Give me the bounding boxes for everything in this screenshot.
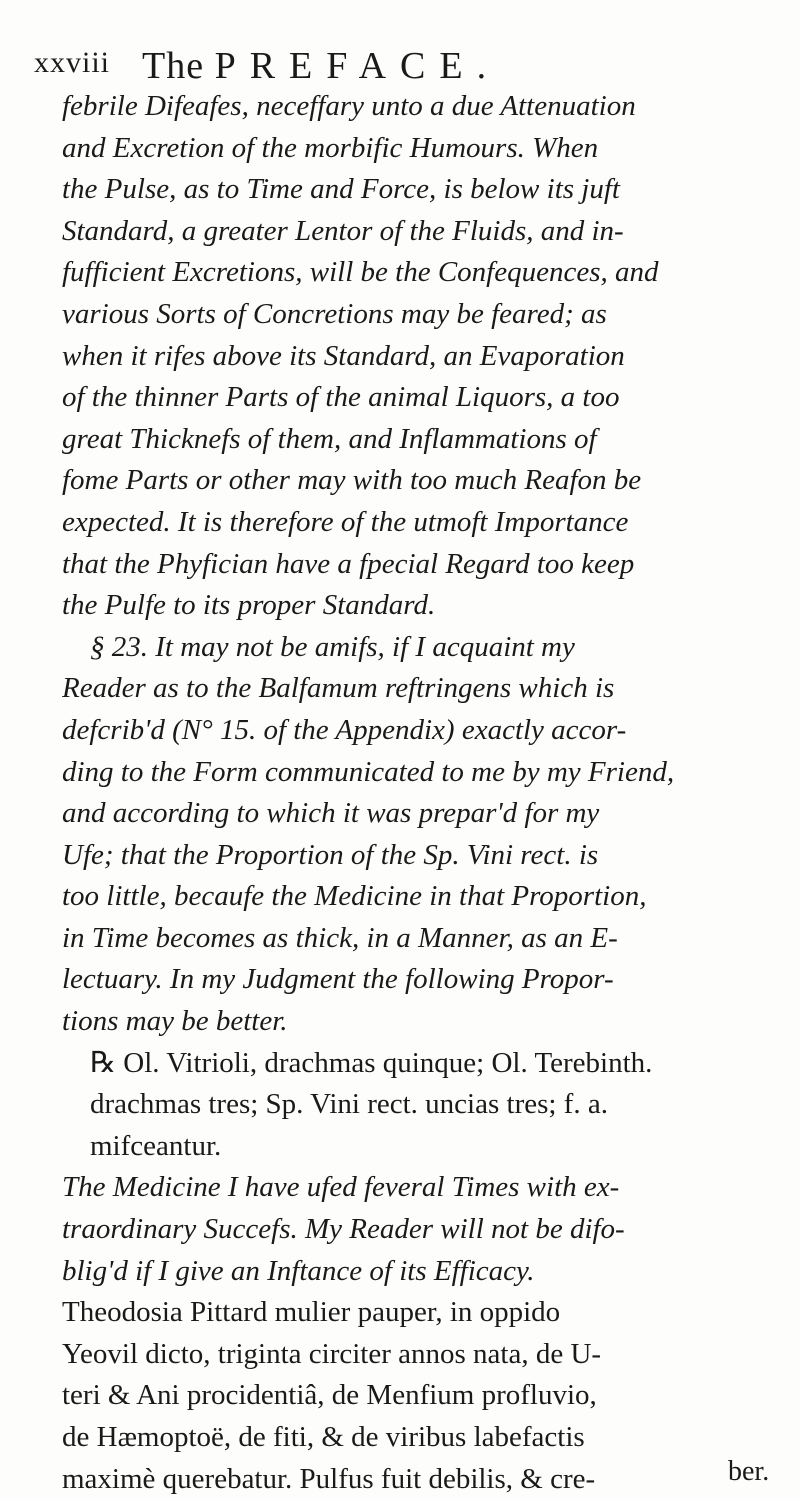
text-line: Standard, a greater Lentor of the Fluids, and in- (62, 214, 624, 247)
recipe-line: mifceantur. (90, 1129, 222, 1162)
catchword: ber. (728, 1456, 770, 1487)
text-line: of the thinner Parts of the animal Liquors, a too (62, 381, 620, 414)
text-line: fome Parts or other may with too much Reafon be (62, 464, 642, 497)
latin-case-line: de Hæmoptoë, de fiti, & de viribus labefactis (62, 1421, 585, 1453)
latin-case-line: Theodosia Pittard mulier pauper, in oppido (62, 1296, 561, 1329)
running-title-caps: PREFACE. (214, 45, 501, 87)
text-line: defcrib'd (N° 15. of the Appendix) exactly accor- (62, 713, 627, 746)
text-line: lectuary. In my Judgment the following Propor- (62, 963, 614, 996)
page-header (34, 44, 754, 88)
page-number: xxviii (34, 46, 111, 79)
text-line: in Time becomes as thick, in a Manner, as an E- (62, 921, 618, 954)
recipe-line: drachmas tres; Sp. Vini rect. uncias tres; f. a. (90, 1088, 608, 1121)
text-line: expected. It is therefore of the utmoft Importance (62, 505, 629, 538)
text-line: The Medicine I have ufed feveral Times with ex- (62, 1171, 620, 1204)
text-line: when it rifes above its Standard, an Evaporation (62, 339, 625, 372)
running-title-word: The (142, 45, 205, 87)
text-line: and Excretion of the morbific Humours. When (62, 131, 599, 164)
text-line: the Pulfe to its proper Standard. (62, 589, 436, 622)
text-line: blig'd if I give an Inftance of its Efficacy. (62, 1254, 535, 1287)
text-line: Reader as to the Balfamum reftringens which is (62, 672, 615, 705)
text-line: ding to the Form communicated to me by my Friend, (62, 755, 675, 788)
latin-case-line: Yeovil dicto, triginta circiter annos nata, de U- (62, 1337, 602, 1370)
text-line: Ufe; that the Proportion of the Sp. Vini rect. is (62, 838, 599, 871)
text-line: traordinary Succefs. My Reader will not be difo- (62, 1213, 625, 1246)
text-line: that the Phyfician have a fpecial Regard too keep (62, 547, 635, 580)
text-line: various Sorts of Concretions may be feared; as (62, 297, 607, 330)
text-line: the Pulse, as to Time and Force, is below its juft (62, 173, 620, 206)
text-line: and according to which it was prepar'd for my (62, 797, 600, 830)
latin-case-line: teri & Ani procidentiâ, de Menfium profluvio, (62, 1379, 597, 1412)
latin-case-line: maximè querebatur. Pulfus fuit debilis, & cre- (62, 1462, 596, 1495)
body-text (62, 86, 782, 1500)
text-line: fufficient Excretions, will be the Confequences, and (62, 256, 659, 289)
section-23-start: § 23. It may not be amifs, if I acquaint my (90, 630, 575, 663)
text-line: tions may be better. (62, 1005, 288, 1038)
text-line: great Thicknefs of them, and Inflammations of (62, 422, 597, 455)
recipe-line: ℞ Ol. Vitrioli, drachmas quinque; Ol. Terebinth. (90, 1046, 653, 1079)
text-line: too little, becaufe the Medicine in that Proportion, (62, 880, 647, 913)
text-line: febrile Difeafes, neceffary unto a due Attenuation (62, 90, 636, 122)
running-title (142, 44, 500, 88)
